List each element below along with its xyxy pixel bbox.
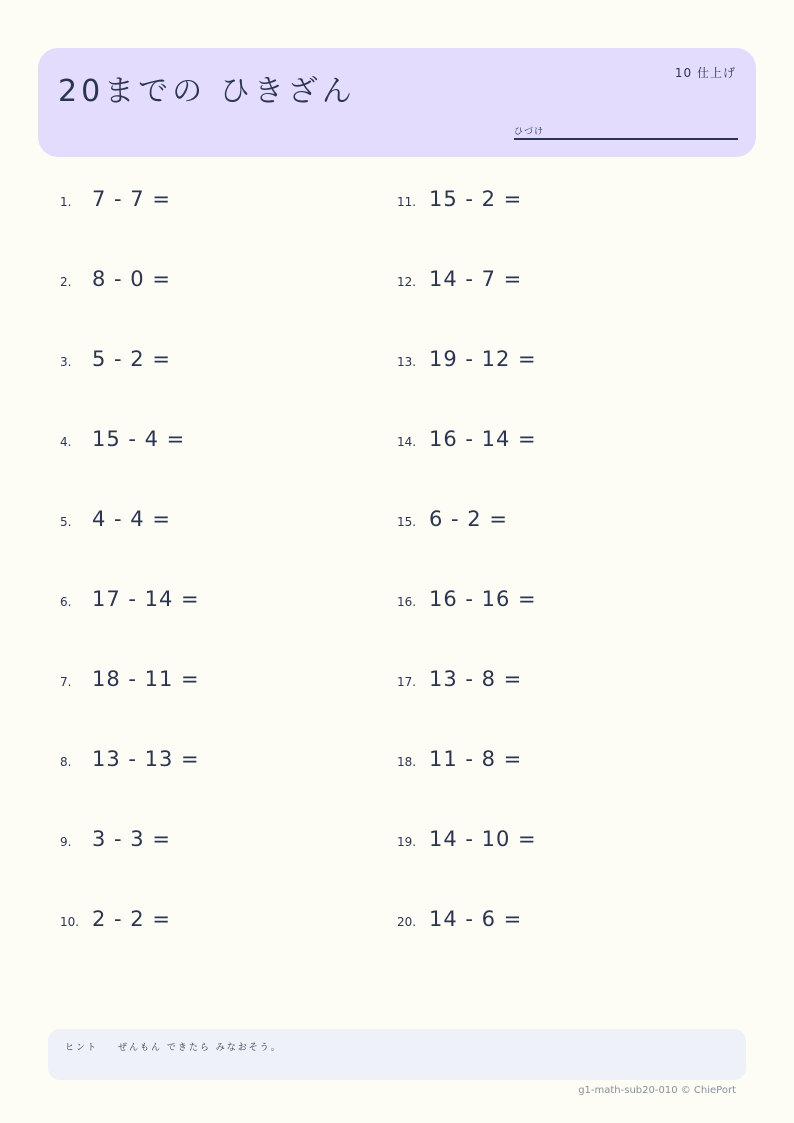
problem-number: 18. xyxy=(397,755,417,769)
problem-number: 10. xyxy=(60,915,80,929)
hint-text: ぜんもん できたら みなおそう。 xyxy=(118,1043,282,1053)
problem-number: 8. xyxy=(60,755,72,769)
problem-expression: 14 - 7 = xyxy=(429,267,523,291)
problem-expression: 2 - 2 = xyxy=(92,907,171,931)
problem-number: 14. xyxy=(397,435,417,449)
problem-number: 13. xyxy=(397,355,417,369)
problem-number: 17. xyxy=(397,675,417,689)
problem-number: 11. xyxy=(397,195,417,209)
problem-number: 4. xyxy=(60,435,72,449)
date-label: ひづけ xyxy=(514,127,545,137)
problem-expression: 13 - 13 = xyxy=(92,747,200,771)
problem-number: 16. xyxy=(397,595,417,609)
problem-expression: 13 - 8 = xyxy=(429,667,523,691)
problem-expression: 14 - 10 = xyxy=(429,827,537,851)
problem-expression: 18 - 11 = xyxy=(92,667,200,691)
hint-box xyxy=(48,1029,746,1080)
problem-number: 7. xyxy=(60,675,72,689)
problem-expression: 7 - 7 = xyxy=(92,187,171,211)
problem-expression: 8 - 0 = xyxy=(92,267,171,291)
problem-number: 20. xyxy=(397,915,417,929)
problem-number: 6. xyxy=(60,595,72,609)
problem-expression: 15 - 4 = xyxy=(92,427,186,451)
problem-expression: 14 - 6 = xyxy=(429,907,523,931)
problem-number: 1. xyxy=(60,195,72,209)
page-title: 20までの ひきざん xyxy=(58,74,356,109)
problem-expression: 4 - 4 = xyxy=(92,507,171,531)
footer-code: g1-math-sub20-010 © ChiePort xyxy=(578,1085,736,1096)
problem-expression: 11 - 8 = xyxy=(429,747,523,771)
problem-expression: 17 - 14 = xyxy=(92,587,200,611)
problem-expression: 16 - 14 = xyxy=(429,427,537,451)
problem-number: 12. xyxy=(397,275,417,289)
problem-expression: 5 - 2 = xyxy=(92,347,171,371)
problem-expression: 6 - 2 = xyxy=(429,507,508,531)
problem-expression: 15 - 2 = xyxy=(429,187,523,211)
problem-number: 9. xyxy=(60,835,72,849)
level-label: 10 仕上げ xyxy=(674,66,736,80)
problem-expression: 16 - 16 = xyxy=(429,587,537,611)
problem-number: 2. xyxy=(60,275,72,289)
problem-expression: 3 - 3 = xyxy=(92,827,171,851)
problem-number: 5. xyxy=(60,515,72,529)
problem-expression: 19 - 12 = xyxy=(429,347,537,371)
problem-number: 15. xyxy=(397,515,417,529)
problem-number: 19. xyxy=(397,835,417,849)
hint-label: ヒント xyxy=(65,1043,99,1053)
problem-number: 3. xyxy=(60,355,72,369)
